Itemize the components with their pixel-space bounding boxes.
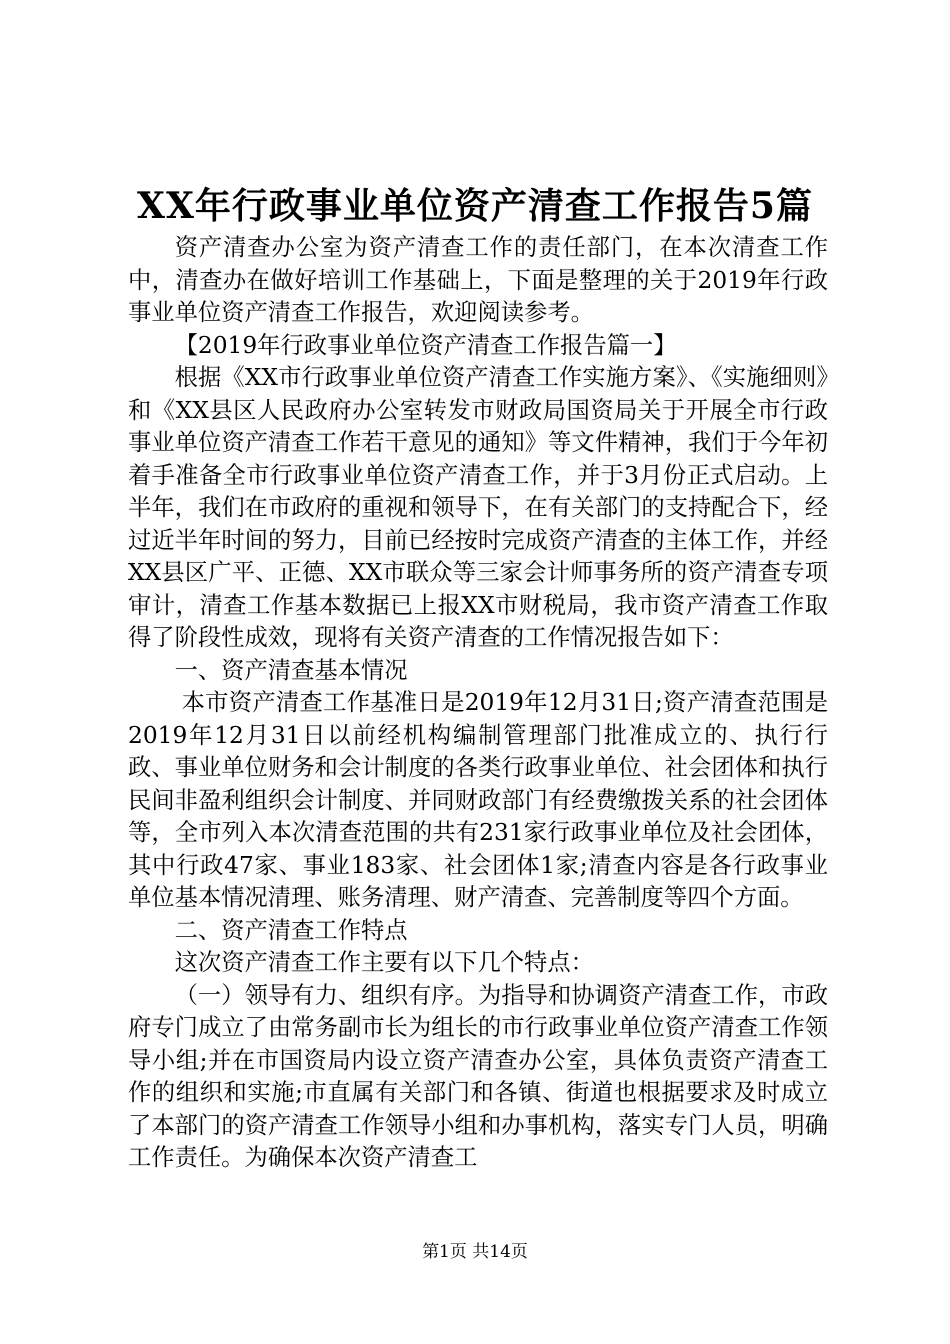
body-paragraph: 这次资产清查工作主要有以下几个特点： [174,949,594,976]
body-paragraph: （一）领导有力、组织有序。为指导和协调资产清查工作，市政府专门成立了由常务副市长为组长的市行政事业单位资产清查工作领导小组;并在市国资局内设立资产清查办公室，具体负责资产清查工作的组织和实施;市直属有关部门和各镇、街道也根据要求及时成立了本部门的资产清查工作领导小组和办事机构，落实专门人员，明确工作责任。为确保本次资产清查工 [128,981,828,1171]
body-paragraph: 根据《XX市行政事业单位资产清查工作实施方案》、《实施细则》和《XX县区人民政府办公室转发市财政局国资局关于开展全市行政事业单位资产清查工作若干意见的通知》等文件精神，我们于今年初着手准备全市行政事业单位资产清查工作，并于3月份正式启动。上半年，我们在市政府的重视和领导下，在有关部门的支持配合下，经过近半年时间的努力，目前已经按时完成资产清查的主体工作，并经XX县区广平、正德、XX市联众等三家会计师事务所的资产清查专项审计，清查工作基本数据已上报XX市财税局，我市资产清查工作取得了阶段性成效，现将有关资产清查的工作情况报告如下： [128,364,828,651]
section-heading-1: 一、资产清查基本情况 [174,656,408,684]
section-heading-2: 二、资产清查工作特点 [174,916,408,944]
document-title: XX年行政事业单位资产清查工作报告5篇 [137,185,813,227]
document-body [128,232,828,1175]
section-heading-part-one: 【2019年行政事业单位资产清查工作报告篇一】 [174,331,677,359]
intro-paragraph: 资产清查办公室为资产清查工作的责任部门，在本次清查工作中，清查办在做好培训工作基础上，下面是整理的关于2019年行政事业单位资产清查工作报告，欢迎阅读参考。 [128,234,828,326]
body-paragraph: 本市资产清查工作基准日是2019年12月31日;资产清查范围是2019年12月31日以前经机构编制管理部门批准成立的、执行行政、事业单位财务和会计制度的各类行政事业单位、社会团体和执行民间非盈利组织会计制度、并同财政部门有经费缴拨关系的社会团体等，全市列入本次清查范围的共有231家行政事业单位及社会团体，其中行政47家、事业183家、社会团体1家;清查内容是各行政事业单位基本情况清理、账务清理、财产清查、完善制度等四个方面。 [128,689,828,911]
page-number-footer: 第1页 共14页 [422,1242,528,1262]
